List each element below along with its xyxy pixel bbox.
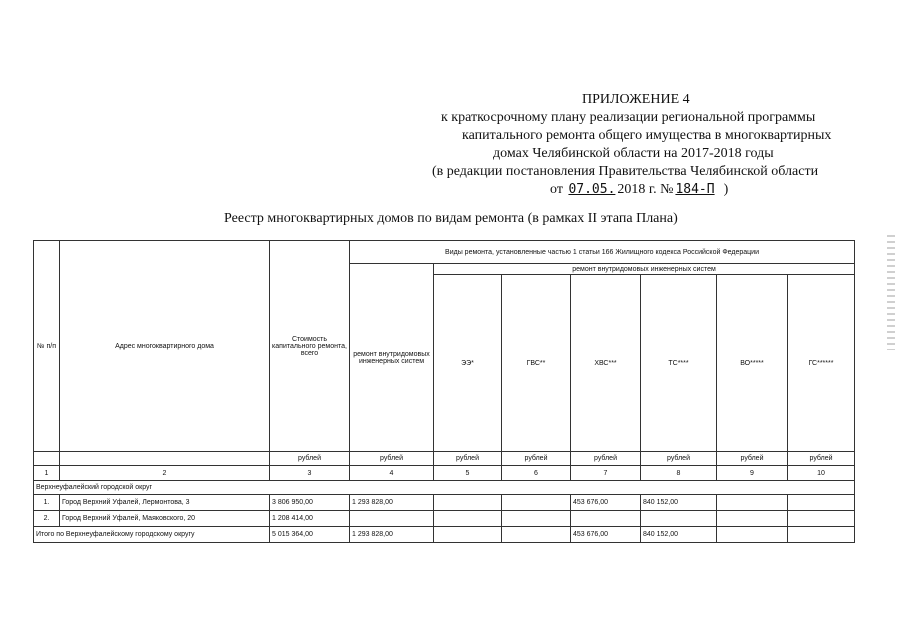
header-cell-ee: ЭЭ* — [434, 275, 502, 452]
appendix-title: ПРИЛОЖЕНИЕ 4 — [582, 92, 690, 107]
row-gvs — [502, 495, 571, 511]
column-number: 2 — [60, 466, 270, 481]
row-gs — [788, 495, 855, 511]
header-cell-repair-types: Виды ремонта, установленные частью 1 статьи 166 Жилищного кодекса Российской Федерации — [350, 241, 855, 264]
column-number: 4 — [350, 466, 434, 481]
totals-label: Итого по Верхнеуфалейскому городскому округу — [34, 527, 270, 543]
row-internal: 1 293 828,00 — [350, 495, 434, 511]
table-row — [34, 495, 855, 511]
totals-vo — [717, 527, 788, 543]
header-line-3: домах Челябинской области на 2017-2018 годы — [493, 146, 774, 161]
header-line-2: капитального ремонта общего имущества в многоквартирных — [462, 128, 832, 143]
column-number: 1 — [34, 466, 60, 481]
row-gvs — [502, 511, 571, 527]
row-number: 1. — [34, 495, 60, 511]
header-line-4: (в редакции постановления Правительства Челябинской области — [432, 164, 819, 179]
header-cell-hvs: ХВС*** — [571, 275, 641, 452]
header-line-1: к краткосрочному плану реализации региональной программы — [441, 110, 816, 125]
unit-cell-empty — [34, 452, 60, 466]
row-hvs — [571, 511, 641, 527]
row-total: 3 806 950,00 — [270, 495, 350, 511]
header-cell-total: Стоимость капитального ремонта, всего — [270, 241, 350, 452]
registry-table — [33, 240, 855, 543]
row-vo — [717, 495, 788, 511]
margin-scan-marks — [887, 235, 895, 350]
totals-internal: 1 293 828,00 — [350, 527, 434, 543]
unit-cell: рублей — [641, 452, 717, 466]
row-ts: 840 152,00 — [641, 495, 717, 511]
closing-paren: ) — [723, 182, 729, 197]
totals-ts: 840 152,00 — [641, 527, 717, 543]
column-number: 3 — [270, 466, 350, 481]
row-ts — [641, 511, 717, 527]
unit-cell: рублей — [571, 452, 641, 466]
handwritten-number: 184-П — [675, 182, 715, 197]
header-cell-address: Адрес многоквартирного дома — [60, 241, 270, 452]
unit-cell: рублей — [502, 452, 571, 466]
region-row: Верхнеуфалейский городской округ — [34, 481, 855, 495]
year-and-number-label: 2018 г. № — [617, 182, 674, 197]
header-cell-vo: ВО***** — [717, 275, 788, 452]
totals-hvs: 453 676,00 — [571, 527, 641, 543]
column-number: 10 — [788, 466, 855, 481]
totals-row — [34, 527, 855, 543]
totals-gvs — [502, 527, 571, 543]
row-internal — [350, 511, 434, 527]
date-prefix: от — [550, 182, 563, 197]
header-line-5 — [550, 181, 728, 198]
row-ee — [434, 495, 502, 511]
column-number: 7 — [571, 466, 641, 481]
row-address: Город Верхний Уфалей, Лермонтова, 3 — [60, 495, 270, 511]
row-vo — [717, 511, 788, 527]
column-number: 8 — [641, 466, 717, 481]
row-address: Город Верхний Уфалей, Маяковского, 20 — [60, 511, 270, 527]
row-number: 2. — [34, 511, 60, 527]
unit-cell: рублей — [350, 452, 434, 466]
unit-cell: рублей — [434, 452, 502, 466]
column-number: 9 — [717, 466, 788, 481]
unit-cell-empty — [60, 452, 270, 466]
column-number: 6 — [502, 466, 571, 481]
totals-ee — [434, 527, 502, 543]
table-row — [34, 511, 855, 527]
row-hvs: 453 676,00 — [571, 495, 641, 511]
row-gs — [788, 511, 855, 527]
row-total: 1 208 414,00 — [270, 511, 350, 527]
row-ee — [434, 511, 502, 527]
totals-total: 5 015 364,00 — [270, 527, 350, 543]
unit-cell: рублей — [270, 452, 350, 466]
header-cell-gvs: ГВС** — [502, 275, 571, 452]
handwritten-date: 07.05. — [568, 182, 616, 197]
header-cell-gs: ГС****** — [788, 275, 855, 452]
header-cell-subgroup: ремонт внутридомовых инженерных систем — [434, 264, 855, 275]
header-cell-no: № п/п — [34, 241, 60, 452]
header-cell-internal-systems: ремонт внутридомовых инженерных систем — [350, 264, 434, 452]
totals-gs — [788, 527, 855, 543]
unit-cell: рублей — [788, 452, 855, 466]
header-cell-ts: ТС**** — [641, 275, 717, 452]
unit-cell: рублей — [717, 452, 788, 466]
column-number: 5 — [434, 466, 502, 481]
registry-title: Реестр многоквартирных домов по видам ремонта (в рамках II этапа Плана) — [224, 211, 678, 226]
